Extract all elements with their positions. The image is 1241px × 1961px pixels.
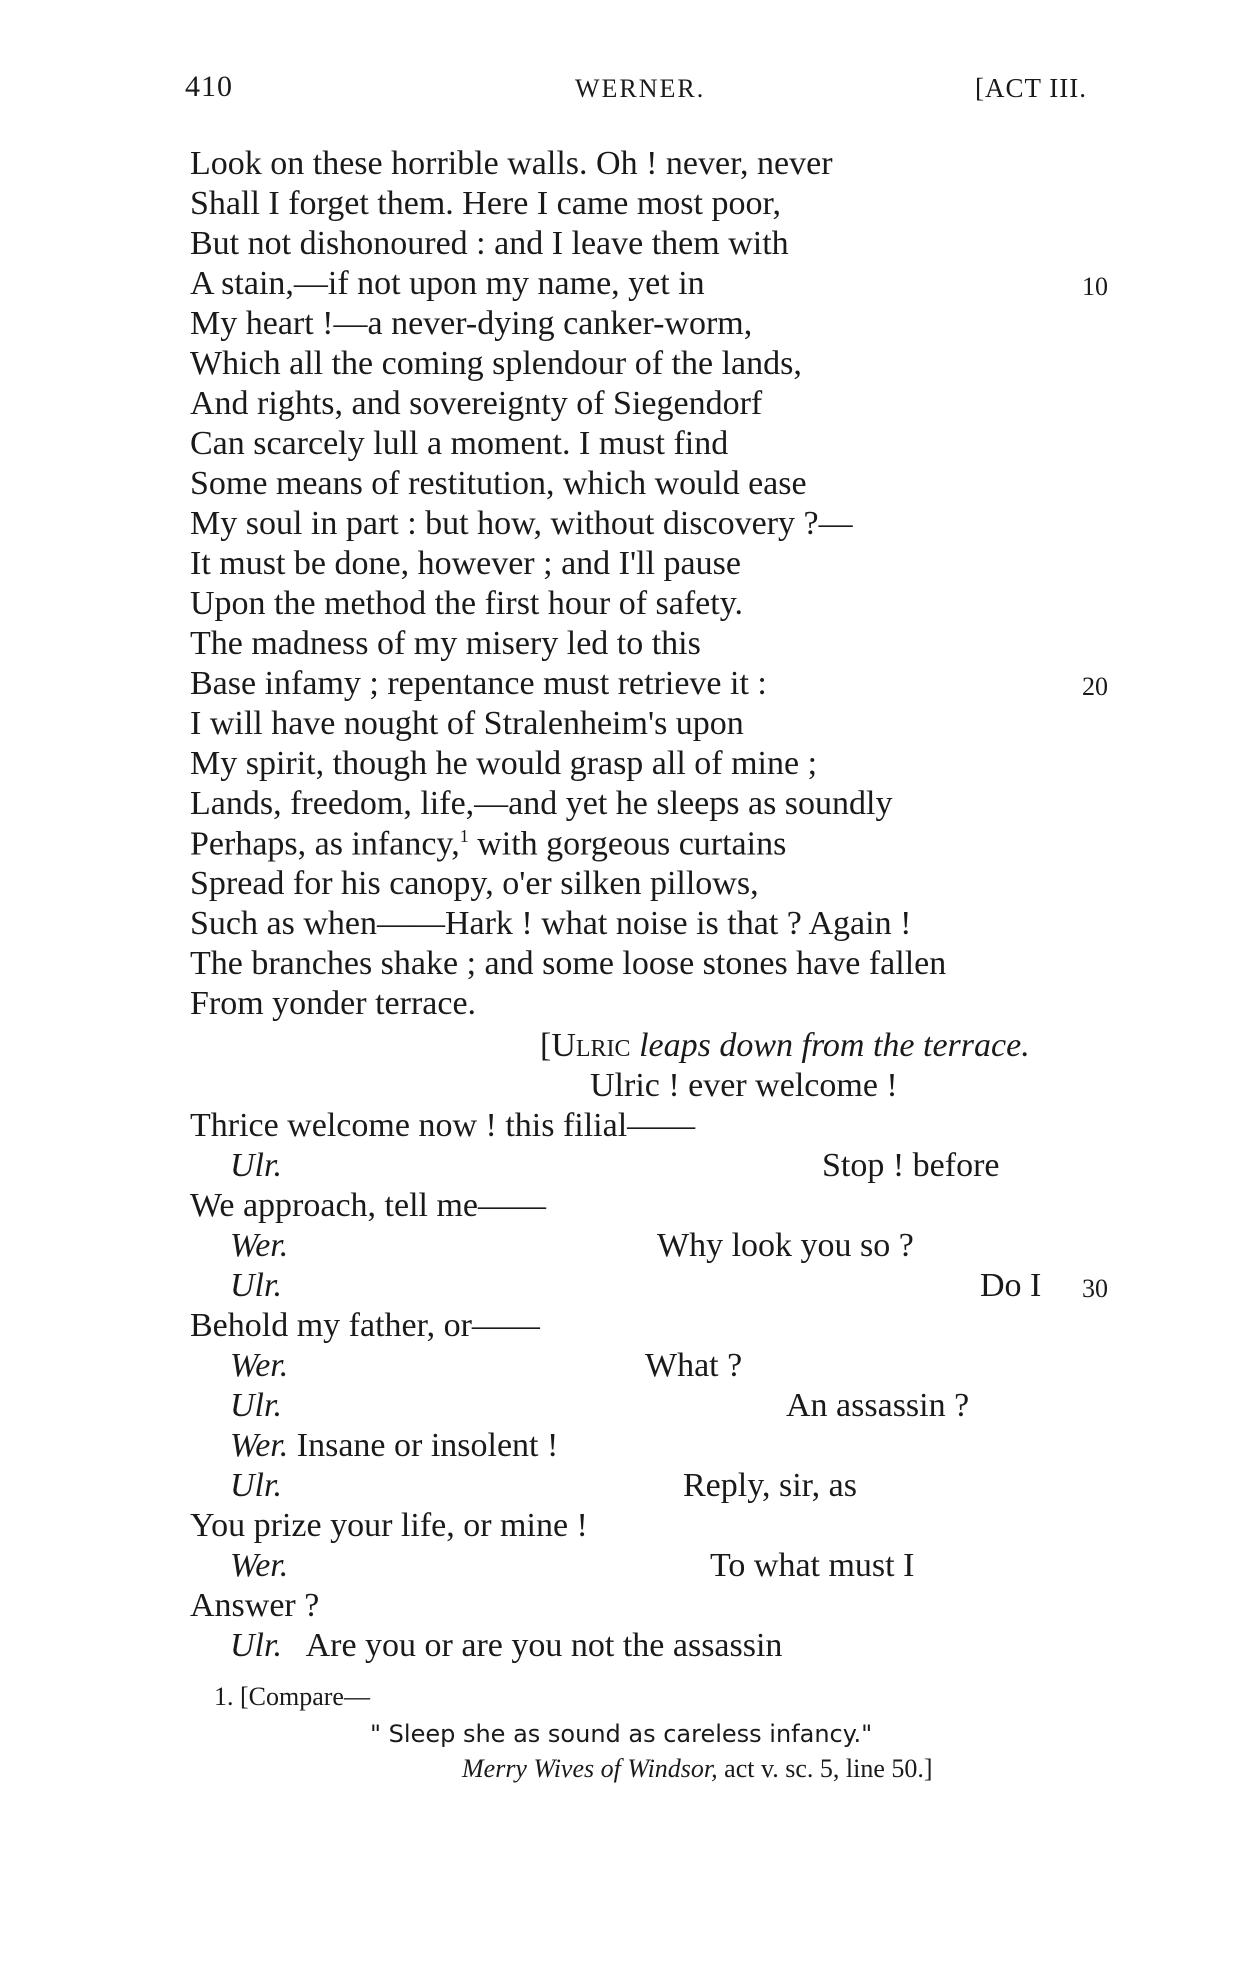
dialogue-line	[230, 1629, 782, 1663]
speaker-ulric: Ulr.	[230, 1387, 282, 1424]
line-number: 10	[1082, 272, 1108, 301]
dialogue-line: Why look you so ?	[657, 1227, 914, 1264]
verse-line: The madness of my misery led to this	[190, 625, 701, 662]
verse-line: Shall I forget them. Here I came most poor,	[190, 185, 781, 222]
speaker-werner: Wer.	[230, 1427, 289, 1464]
dialogue-line: Answer ?	[190, 1587, 320, 1624]
page-number: 410	[185, 70, 233, 103]
dialogue-line: What ?	[645, 1347, 743, 1384]
footnote-label: 1. [Compare—	[214, 1682, 370, 1711]
speaker-ulric: Ulr.	[230, 1147, 282, 1184]
dialogue-line: Do I	[980, 1267, 1042, 1304]
dialogue-line: We approach, tell me——	[190, 1187, 547, 1224]
verse-line: My soul in part : but how, without discovery ?—	[190, 505, 853, 542]
stage-bracket: [	[540, 1027, 552, 1064]
act-label: [ACT III.	[975, 73, 1087, 103]
verse-line: I will have nought of Stralenheim's upon	[190, 705, 744, 742]
verse-line: Which all the coming splendour of the lands,	[190, 345, 802, 382]
footnote-quote: " Sleep she as sound as careless infancy."	[370, 1720, 873, 1748]
running-title: WERNER.	[575, 74, 706, 103]
speaker-ulric: Ulr.	[230, 1467, 282, 1504]
verse-line: A stain,—if not upon my name, yet in	[190, 265, 705, 302]
verse-text: Perhaps, as infancy,	[190, 825, 460, 863]
verse-line: My heart !—a never-dying canker-worm,	[190, 305, 753, 342]
speaker-werner: Wer.	[230, 1547, 289, 1584]
line-number: 30	[1082, 1274, 1108, 1303]
verse-line: Base infamy ; repentance must retrieve it :	[190, 665, 767, 702]
verse-line: Upon the method the first hour of safety.	[190, 585, 743, 622]
dialogue-line: To what must I	[710, 1547, 915, 1584]
dialogue-line: Ulric ! ever welcome !	[590, 1067, 898, 1104]
dialogue-line: An assassin ?	[786, 1387, 970, 1424]
footnote-marker: 1	[459, 826, 469, 846]
verse-text: with gorgeous curtains	[477, 825, 787, 863]
verse-line: Such as when——Hark ! what noise is that ? Again !	[190, 905, 912, 942]
stage-direction	[540, 1029, 1030, 1063]
speaker-werner: Wer.	[230, 1227, 289, 1264]
stage-character-name: Ulric	[551, 1027, 631, 1064]
dialogue-line: Reply, sir, as	[683, 1467, 857, 1504]
verse-line: But not dishonoured : and I leave them with	[190, 225, 789, 262]
dialogue-line: Stop ! before	[822, 1147, 1000, 1184]
verse-line	[190, 827, 786, 861]
dialogue-text: Insane or insolent !	[296, 1427, 559, 1464]
verse-line: Can scarcely lull a moment. I must find	[190, 425, 729, 462]
verse-line: Spread for his canopy, o'er silken pillows,	[190, 865, 759, 902]
verse-line: And rights, and sovereignty of Siegendorf	[190, 385, 763, 422]
dialogue-text: Are you or are you not the assassin	[305, 1627, 783, 1664]
verse-line: Some means of restitution, which would ease	[190, 465, 807, 502]
verse-line: The branches shake ; and some loose stones have fallen	[190, 945, 947, 982]
dialogue-line: Thrice welcome now ! this filial——	[190, 1107, 696, 1144]
verse-line: Look on these horrible walls. Oh ! never, never	[190, 145, 833, 182]
footnote-source-reference: act v. sc. 5, line 50.]	[724, 1754, 933, 1783]
dialogue-line: You prize your life, or mine !	[190, 1507, 588, 1544]
verse-line: My spirit, though he would grasp all of mine ;	[190, 745, 818, 782]
verse-line: From yonder terrace.	[190, 985, 477, 1022]
speaker-ulric: Ulr.	[230, 1267, 282, 1304]
speaker-ulric: Ulr.	[230, 1627, 282, 1664]
dialogue-line	[230, 1429, 558, 1463]
stage-action: leaps down from the terrace.	[639, 1027, 1030, 1064]
verse-line: It must be done, however ; and I'll pause	[190, 545, 741, 582]
line-number: 20	[1082, 672, 1108, 701]
verse-line: Lands, freedom, life,—and yet he sleeps as soundly	[190, 785, 893, 822]
speaker-werner: Wer.	[230, 1347, 289, 1384]
footnote-source-title: Merry Wives of Windsor,	[462, 1754, 718, 1783]
dialogue-line: Behold my father, or——	[190, 1307, 540, 1344]
footnote-source	[462, 1756, 933, 1782]
